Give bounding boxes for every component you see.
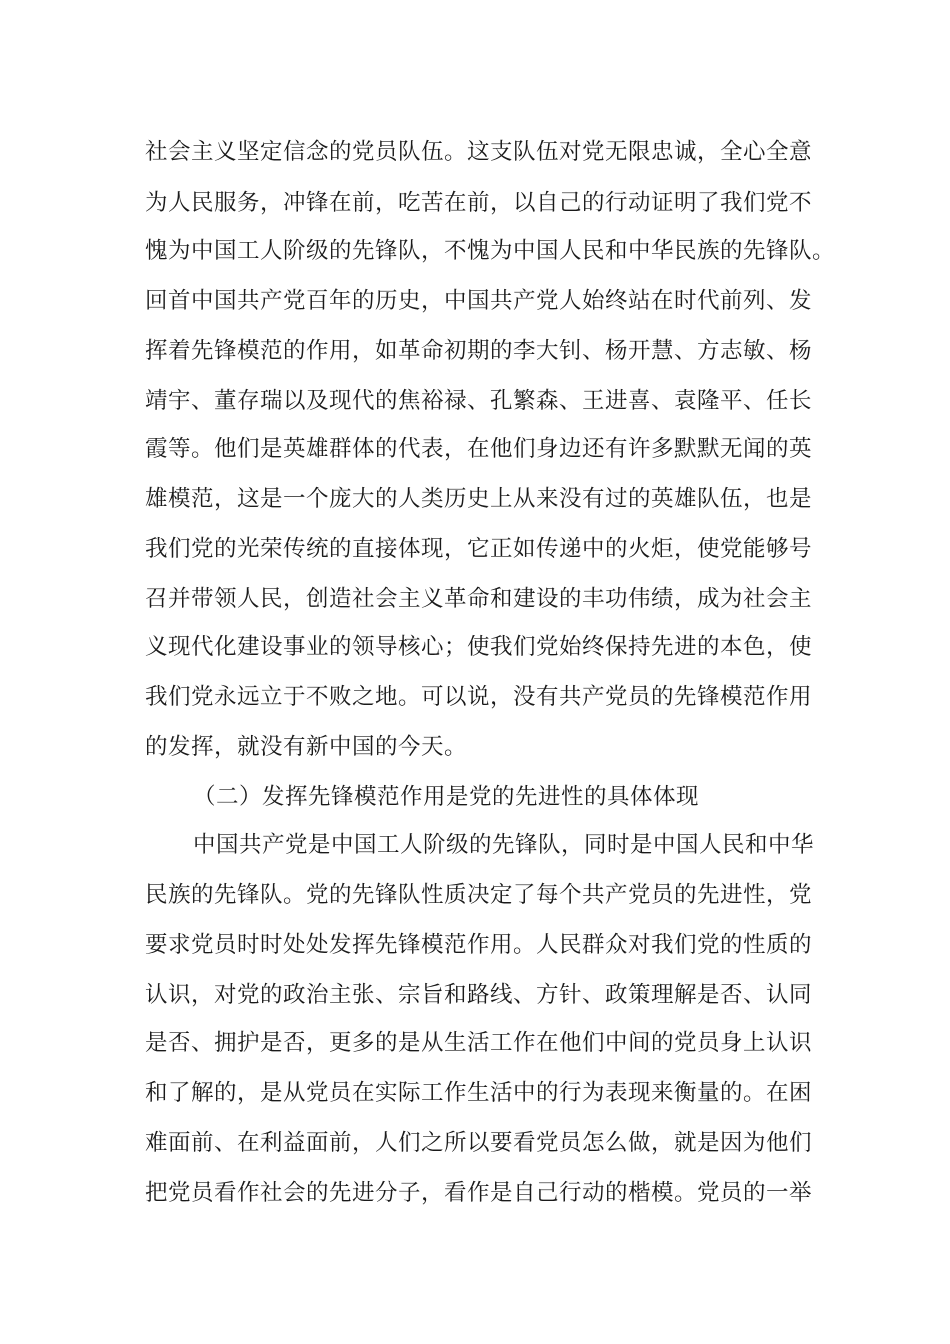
- text-line: 我们党的光荣传统的直接体现，它正如传递中的火炬，使党能够号: [145, 536, 813, 562]
- text-line: 回首中国共产党百年的历史，中国共产党人始终站在时代前列、发: [145, 288, 813, 314]
- text-line: 中国共产党是中国工人阶级的先锋队，同时是中国人民和中华: [193, 832, 815, 858]
- text-line: 难面前、在利益面前，人们之所以要看党员怎么做，就是因为他们: [145, 1130, 813, 1156]
- text-line: 雄模范，这是一个庞大的人类历史上从来没有过的英雄队伍，也是: [145, 486, 813, 512]
- text-line: 社会主义坚定信念的党员队伍。这支队伍对党无限忠诚，全心全意: [145, 139, 813, 165]
- text-line: 义现代化建设事业的领导核心；使我们党始终保持先进的本色，使: [145, 634, 813, 660]
- text-line: 认识，对党的政治主张、宗旨和路线、方针、政策理解是否、认同: [145, 982, 813, 1008]
- text-line: 挥着先锋模范的作用，如革命初期的李大钊、杨开慧、方志敏、杨: [145, 338, 813, 364]
- text-line: 是否、拥护是否，更多的是从生活工作在他们中间的党员身上认识: [145, 1030, 813, 1056]
- section-heading: （二）发挥先锋模范作用是党的先进性的具体体现: [193, 784, 700, 810]
- text-line: 的发挥，就没有新中国的今天。: [145, 734, 468, 760]
- text-line: 把党员看作社会的先进分子，看作是自己行动的楷模。党员的一举: [145, 1180, 813, 1206]
- text-line: 召并带领人民，创造社会主义革命和建设的丰功伟绩，成为社会主: [145, 586, 813, 612]
- text-line: 为人民服务，冲锋在前，吃苦在前，以自己的行动证明了我们党不: [145, 190, 813, 216]
- text-line: 我们党永远立于不败之地。可以说，没有共产党员的先锋模范作用: [145, 684, 813, 710]
- text-line: 愧为中国工人阶级的先锋队，不愧为中国人民和中华民族的先锋队。: [145, 238, 836, 264]
- text-line: 靖宇、董存瑞以及现代的焦裕禄、孔繁森、王进喜、袁隆平、任长: [145, 388, 813, 414]
- text-line: 霞等。他们是英雄群体的代表，在他们身边还有许多默默无闻的英: [145, 436, 813, 462]
- text-line: 要求党员时时处处发挥先锋模范作用。人民群众对我们党的性质的: [145, 932, 813, 958]
- text-line: 民族的先锋队。党的先锋队性质决定了每个共产党员的先进性，党: [145, 882, 813, 908]
- text-line: 和了解的，是从党员在实际工作生活中的行为表现来衡量的。在困: [145, 1080, 813, 1106]
